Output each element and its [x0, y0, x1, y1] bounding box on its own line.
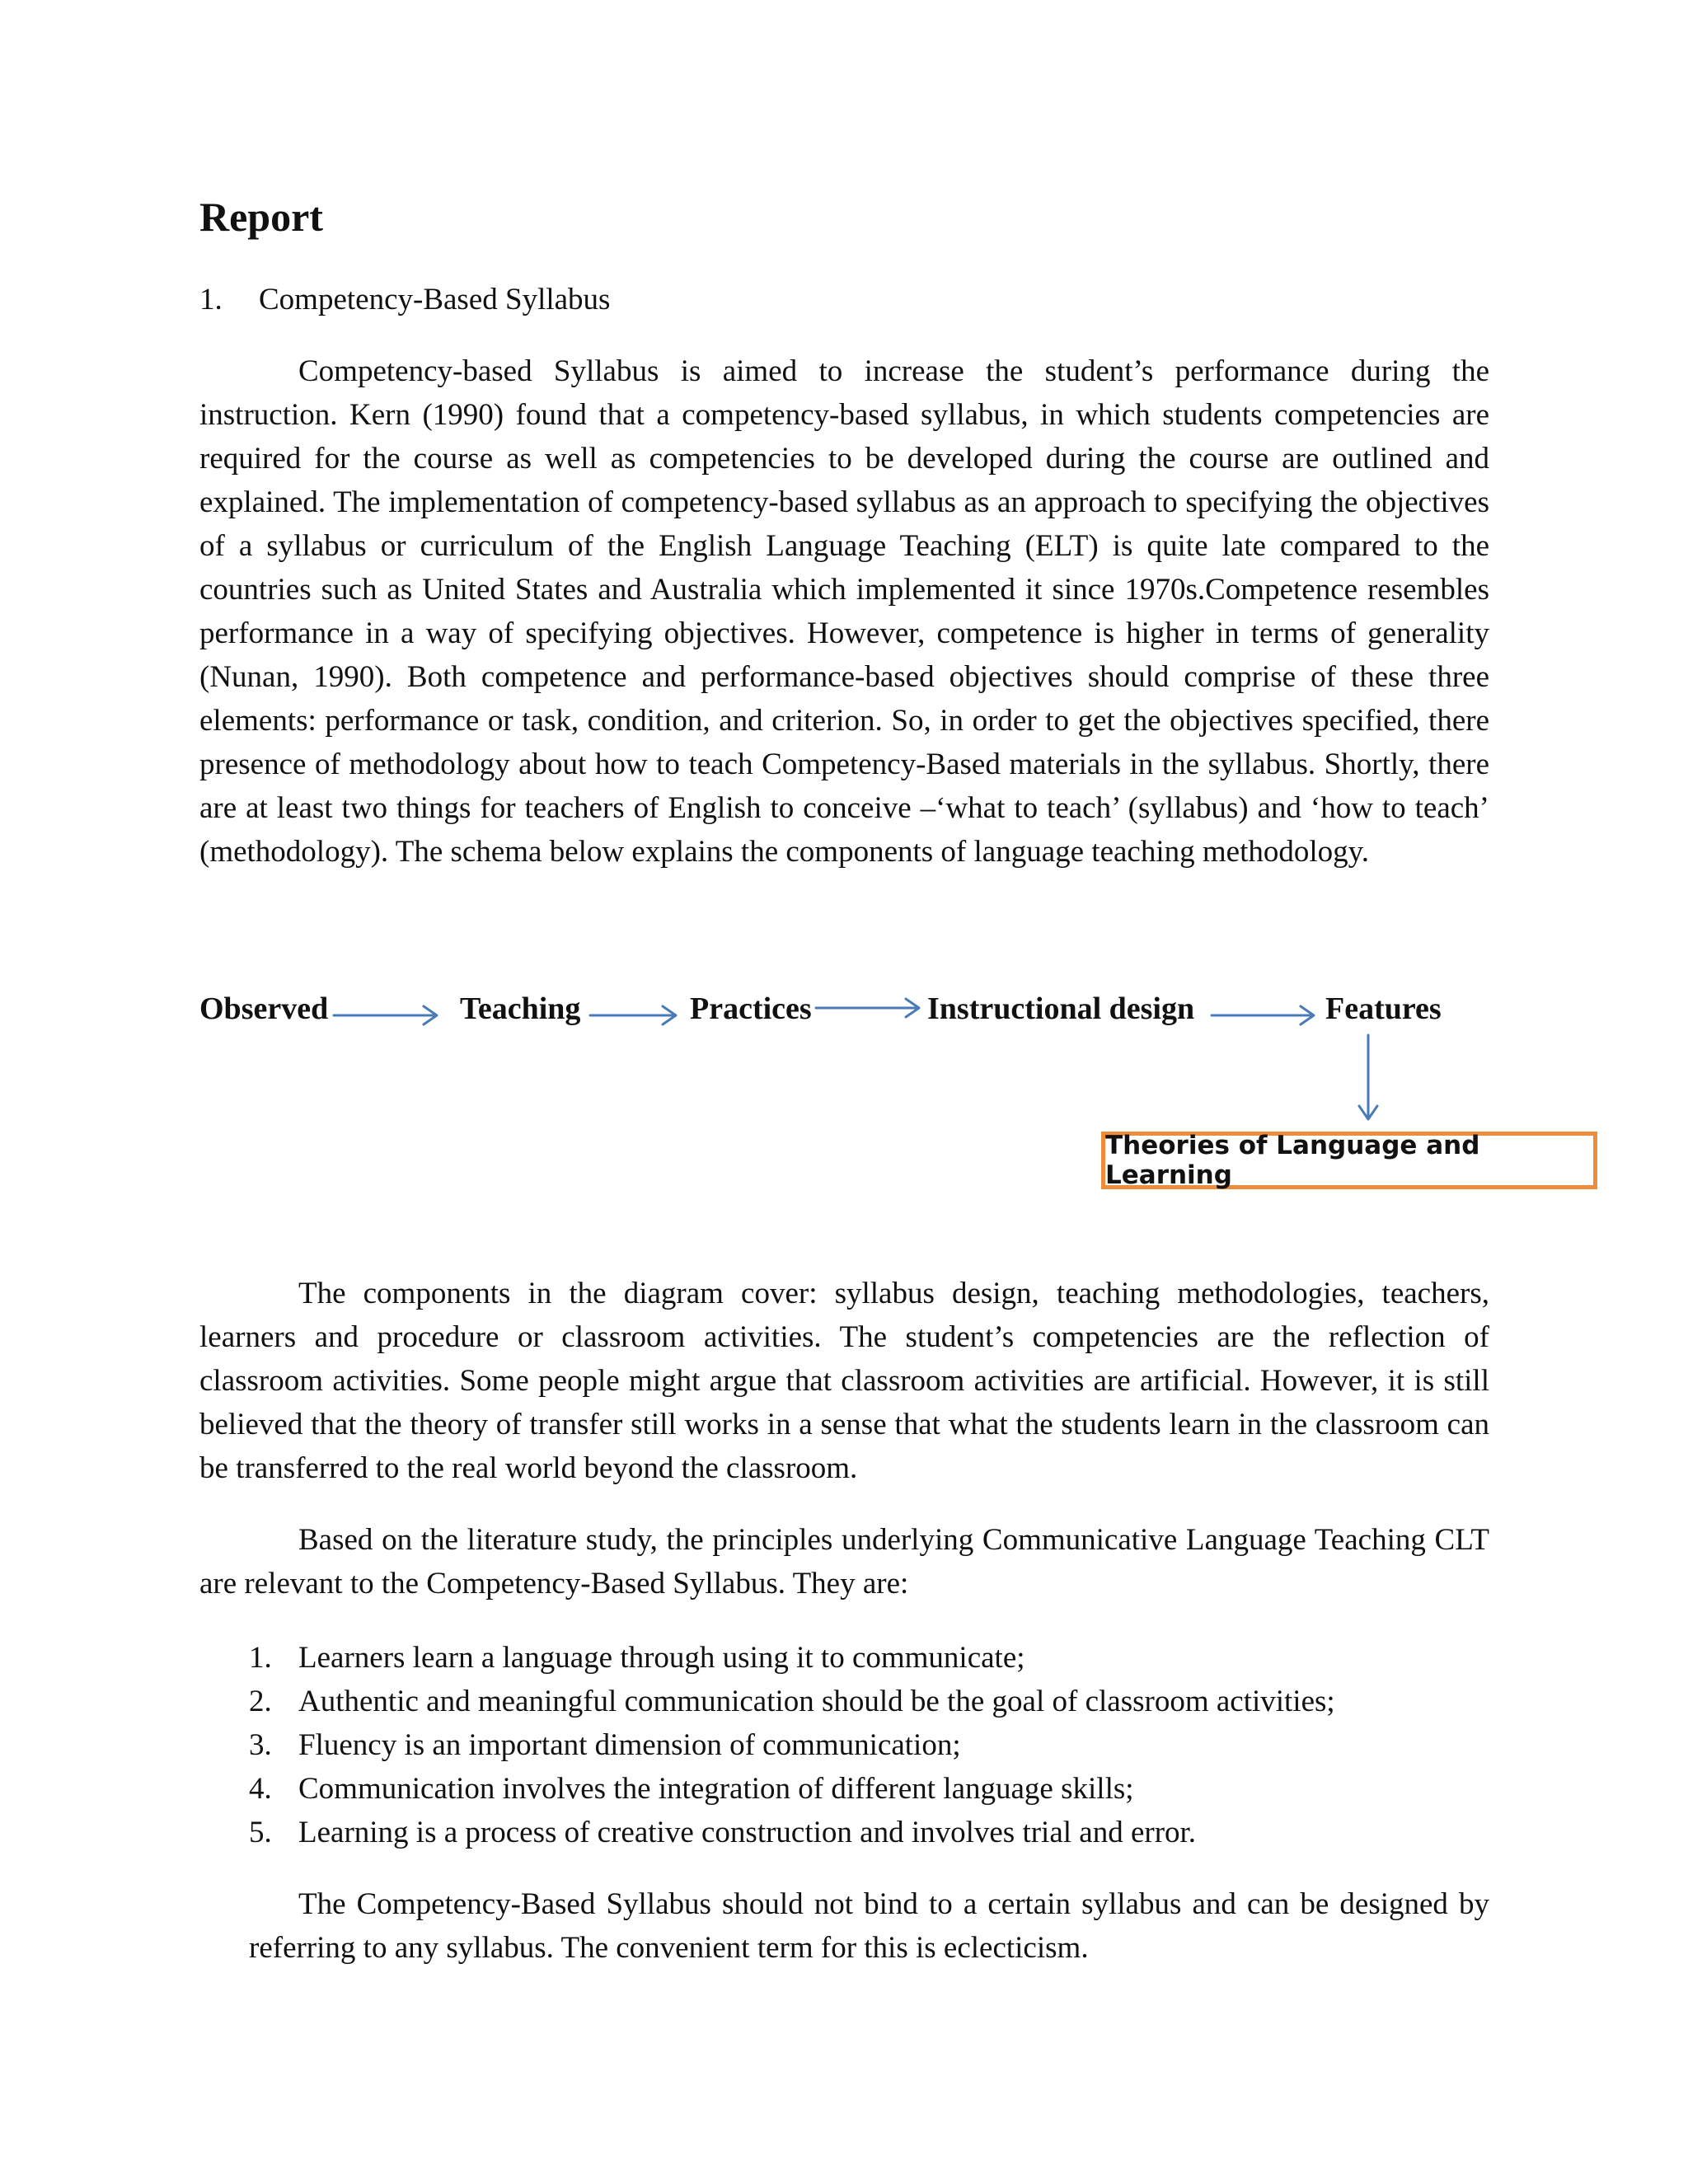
principles-list: [199, 1636, 1489, 1854]
list-item-text: Authentic and meaningful communication should be the goal of classroom activities;: [298, 1685, 1335, 1718]
list-item-text: Learners learn a language through using it to communicate;: [298, 1641, 1025, 1675]
arrow-practices-to-instructional-design: [816, 999, 919, 1017]
paragraph-competency-intro: Competency-based Syllabus is aimed to increase the student’s performance during the instruction. Kern (1990) found that a competency-based syllabus, in which students competencies are required for the course as well as competencies to be developed during the course are outlined and explained. The implementation of competency-based syllabus as an approach to specifying the objectives of a syllabus or curriculum of the English Language Teaching (ELT) is quite late compared to the countries such as United States and Australia which implemented it since 1970s.Competence resembles performance in a way of specifying objectives. However, competence is higher in terms of generality (Nunan, 1990). Both competence and performance-based objectives should comprise of these three elements: performance or task, condition, and criterion. So, in order to get the objectives specified, there presence of methodology about how to teach Competency-Based materials in the syllabus. Shortly, there are at least two things for teachers of English to conceive –‘what to teach’ (syllabus) and ‘how to teach’ (methodology). The schema below explains the components of language teaching methodology.: [199, 354, 1489, 869]
list-item-text: Communication involves the integration of different language skills;: [298, 1772, 1134, 1806]
list-item-number: 1.: [249, 1641, 272, 1675]
report-title: Report: [199, 194, 323, 240]
paragraph-eclecticism: The Competency-Based Syllabus should not bind to a certain syllabus and can be designed by referring to any syllabus. The convenient term for this is eclecticism.: [249, 1887, 1489, 1965]
list-item-text: Learning is a process of creative construction and involves trial and error.: [298, 1816, 1197, 1849]
list-item: [199, 1811, 1489, 1854]
section-title: Competency-Based Syllabus: [259, 283, 611, 316]
list-item: [199, 1767, 1489, 1811]
list-item-number: 5.: [249, 1816, 272, 1849]
list-item-number: 2.: [249, 1685, 272, 1718]
theories-box: Theories of Language and Learning: [1101, 1132, 1597, 1189]
section-heading: [199, 282, 610, 318]
diagram-node-instructional-design: Instructional design: [927, 991, 1195, 1026]
list-item: [199, 1723, 1489, 1767]
list-item: [199, 1636, 1489, 1680]
list-item-text: Fluency is an important dimension of communication;: [298, 1728, 961, 1762]
list-item: [199, 1680, 1489, 1723]
arrow-teaching-to-practices: [590, 1006, 676, 1024]
list-item-number: 3.: [249, 1728, 272, 1762]
arrow-features-to-theories: [1359, 1035, 1377, 1119]
diagram-node-observed: Observed: [199, 991, 329, 1026]
paragraph-clt-principles: Based on the literature study, the principles underlying Communicative Language Teaching CLT are relevant to the Competency-Based Syllabus. They are:: [199, 1523, 1489, 1601]
section-number: 1.: [199, 283, 223, 316]
diagram-node-teaching: Teaching: [460, 991, 581, 1026]
diagram-node-features: Features: [1325, 991, 1442, 1026]
arrow-instructional-design-to-features: [1212, 1006, 1314, 1024]
paragraph-diagram-components: The components in the diagram cover: syllabus design, teaching methodologies, teachers, learners and procedure or classroom activities. The student’s competencies are the reflection of classroom activities. Some people might argue that classroom activities are artificial. However, it is still believed that the theory of transfer still works in a sense that what the students learn in the classroom can be transferred to the real world beyond the classroom.: [199, 1277, 1489, 1485]
diagram-node-practices: Practices: [690, 991, 812, 1026]
arrow-observed-to-teaching: [334, 1006, 437, 1024]
list-item-number: 4.: [249, 1772, 272, 1806]
